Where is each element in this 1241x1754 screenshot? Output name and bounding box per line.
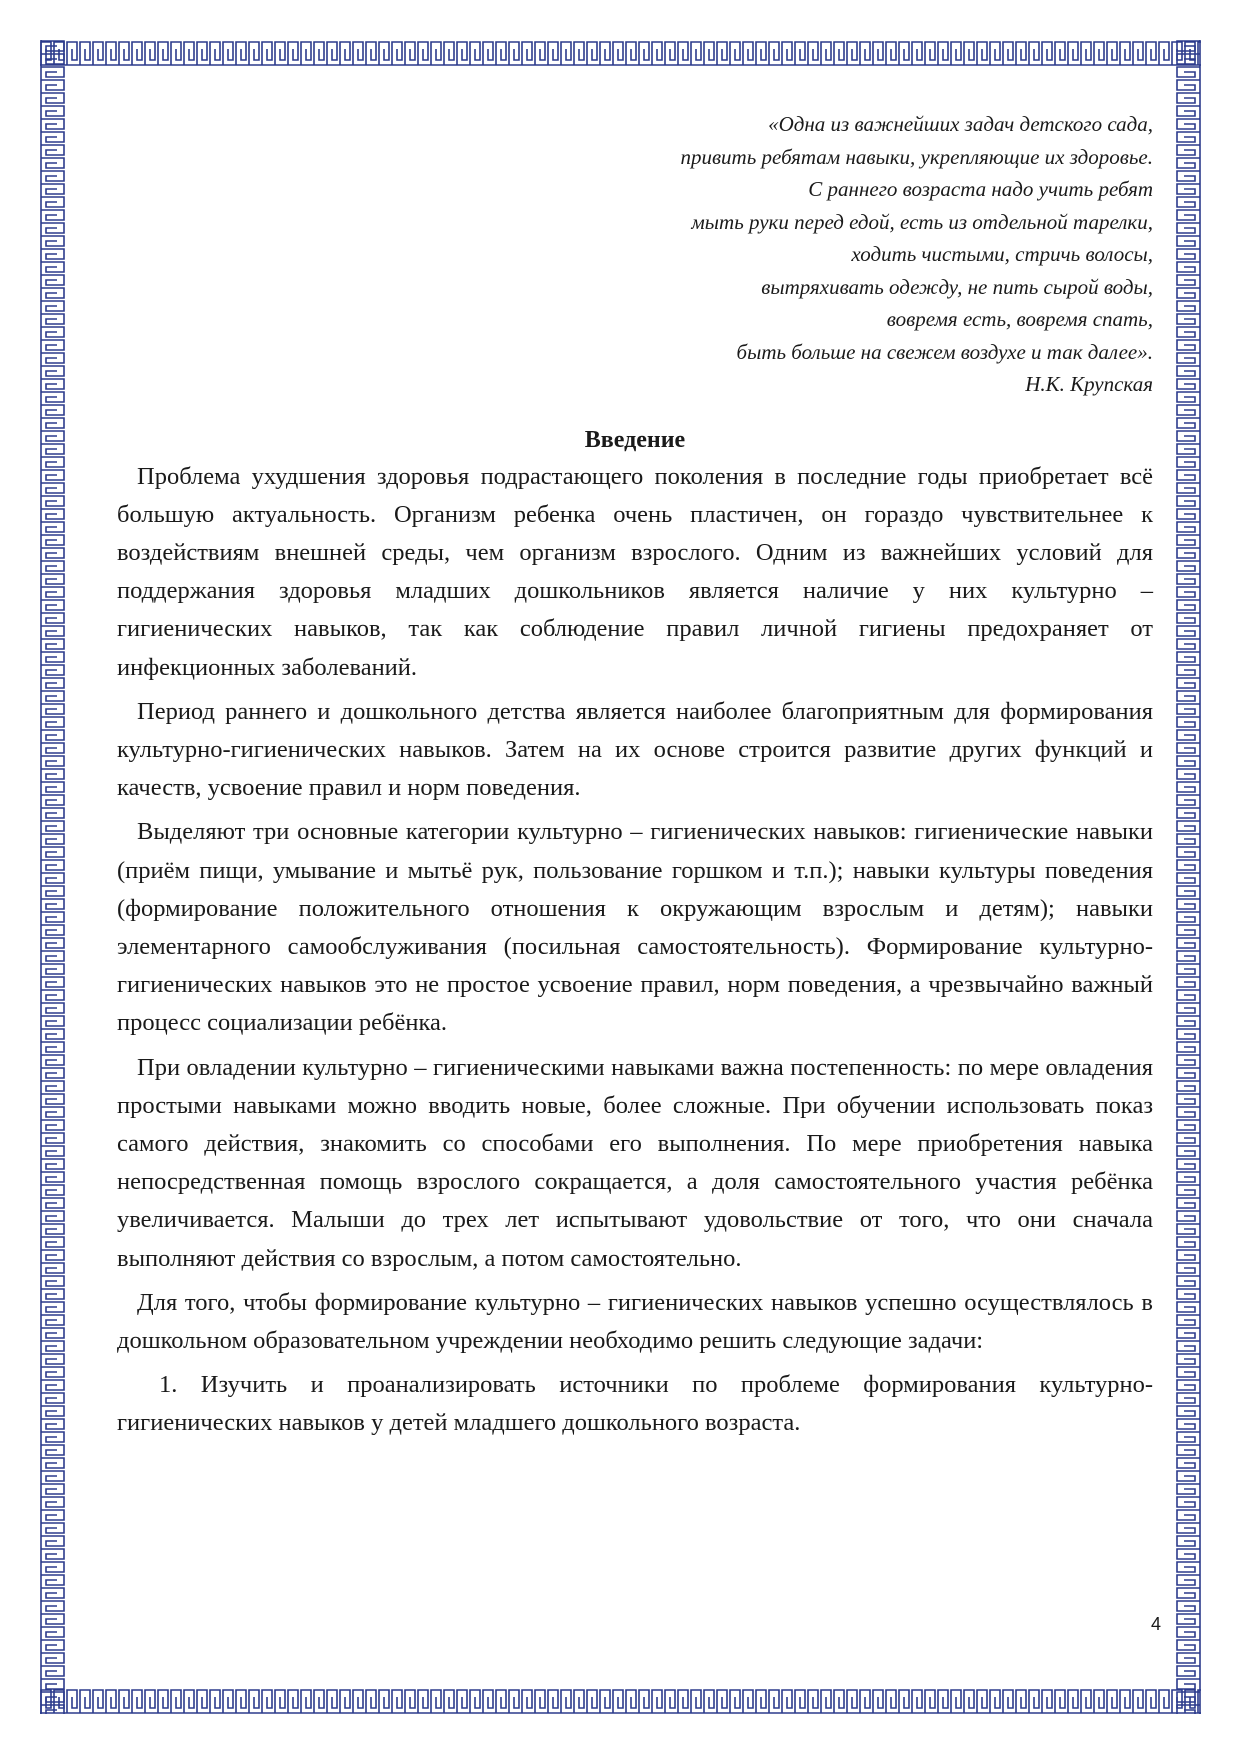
paragraph: Для того, чтобы формирование культурно – гигиенических навыков успешно осуществлялось в дошкольном образовательном учреждении необходимо решить следующие задачи: [117, 1288, 1153, 1354]
epigraph-line: «Одна из важнейших задач детского сада, [768, 112, 1153, 136]
border-top [40, 40, 1201, 66]
paragraph: Проблема ухудшения здоровья подрастающего поколения в последние годы приобретает всё большую актуальность. Организм ребенка очень пластичен, он гораздо чувствительнее к воздействиям внешней среды, чем организм взрослого. Одним из важнейших условий для поддержания здоровья младших дошкольников является наличие у них культурно – гигиенических навыков, так как соблюдение правил личной гигиены предохраняет от инфекционных заболеваний. [117, 462, 1153, 681]
epigraph [117, 108, 1153, 401]
border-left [40, 40, 66, 1714]
epigraph-line: привить ребятам навыки, укрепляющие их здоровье. [680, 144, 1153, 169]
epigraph-line: мыть руки перед едой, есть из отдельной тарелки, [691, 209, 1153, 234]
paragraph: Выделяют три основные категории культурно – гигиенических навыков: гигиенические навыки (приём пищи, умывание и мытьё рук, пользование горшком и т.п.); навыки культуры поведения (формирование положительного отношения к окружающим взрослым и детям); навыки элементарного самообслуживания (посильная самостоятельность). Формирование культурно-гигиенических навыков это не простое усвоение правил, норм поведения, а чрезвычайно важный процесс социализации ребёнка. [117, 818, 1153, 1037]
border-right [1175, 40, 1201, 1714]
epigraph-line: быть больше на свежем воздухе и так далее». [736, 339, 1153, 364]
list-item-number: 1. [159, 1371, 178, 1399]
paragraph: При овладении культурно – гигиеническими навыками важна постепенность: по мере овладения простыми навыками можно вводить новые, более сложные. При обучении использовать показ самого действия, знакомить со способами его выполнения. По мере приобретения навыка непосредственная помощь взрослого сокращается, а доля самостоятельного участия ребёнка увеличивается. Малыши до трех лет испытывают удовольствие от того, что они сначала выполняют действия со взрослым, а потом самостоятельно. [117, 1053, 1153, 1272]
epigraph-line: вытряхивать одежду, не пить сырой воды, [761, 274, 1153, 299]
paragraph: Период раннего и дошкольного детства является наиболее благоприятным для формирования культурно-гигиенических навыков. Затем на их основе строится развитие других функций и качеств, усвоение правил и норм поведения. [117, 697, 1153, 802]
page-number: 4 [1150, 1614, 1161, 1634]
epigraph-author: Н.К. Крупская [1025, 372, 1153, 396]
section-heading: Введение [584, 426, 686, 453]
epigraph-line: С раннего возраста надо учить ребят [808, 177, 1153, 201]
epigraph-line: ходить чистыми, стричь волосы, [851, 242, 1153, 266]
border-bottom [40, 1688, 1201, 1714]
epigraph-line: вовремя есть, вовремя спать, [886, 307, 1153, 331]
list-item-text: Изучить и проанализировать источники по проблеме формирования культурно-гигиенических навыков у детей младшего дошкольного возраста. [117, 1371, 1154, 1437]
list-item [117, 1366, 1153, 1442]
page-content [117, 108, 1153, 1443]
